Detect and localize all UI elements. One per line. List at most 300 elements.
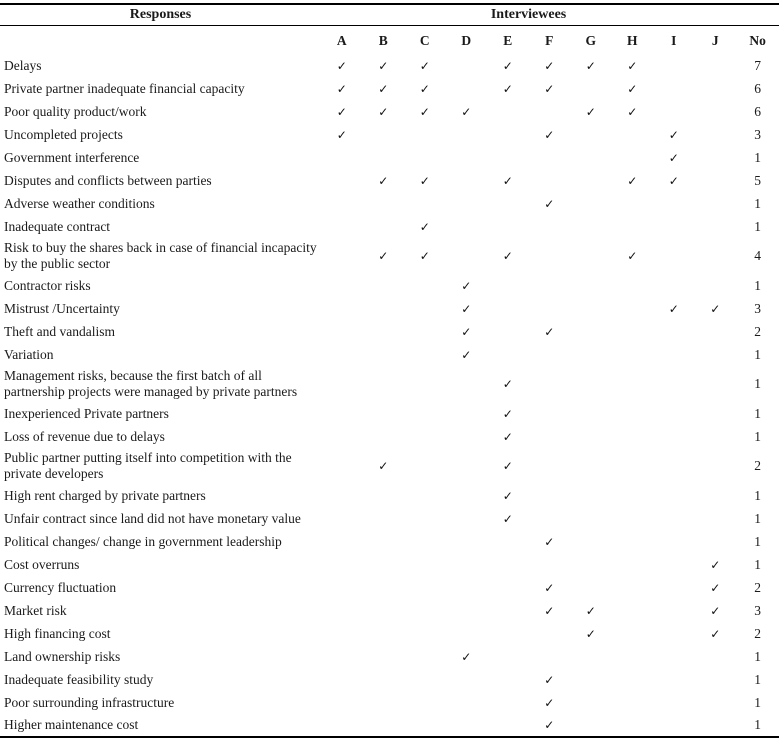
empty-cell-i — [653, 599, 695, 622]
empty-cell-j — [695, 54, 737, 77]
table-row — [0, 622, 779, 645]
count-cell: 1 — [754, 648, 761, 664]
checkmark-cell-g: ✓ — [585, 626, 596, 641]
empty-cell-f — [529, 507, 571, 530]
empty-cell-b — [363, 343, 405, 366]
response-cell: High financing cost — [4, 625, 111, 641]
empty-cell-c — [404, 668, 446, 691]
checkmark-cell-a: ✓ — [336, 58, 347, 73]
checkmark-cell-d: ✓ — [461, 649, 472, 664]
response-cell: Loss of revenue due to delays — [4, 428, 165, 444]
count-cell: 1 — [754, 149, 761, 165]
empty-cell-i — [653, 576, 695, 599]
empty-cell-c — [404, 123, 446, 146]
response-cell: Uncompleted projects — [4, 126, 123, 142]
empty-cell-b — [363, 714, 405, 737]
empty-cell-d — [446, 668, 488, 691]
response-cell: Mistrust /Uncertainty — [4, 300, 120, 316]
checkmark-cell-a: ✓ — [336, 127, 347, 142]
checkmark-cell-c: ✓ — [419, 58, 430, 73]
empty-cell-h — [612, 425, 654, 448]
checkmark-cell-e: ✓ — [502, 249, 513, 263]
empty-cell-e — [487, 192, 529, 215]
empty-cell-a — [321, 553, 363, 576]
empty-cell-g — [570, 192, 612, 215]
empty-cell-b — [363, 599, 405, 622]
checkmark-cell-e: ✓ — [502, 406, 513, 421]
response-column-spacer — [0, 26, 321, 55]
empty-cell-j — [695, 645, 737, 668]
empty-cell-i — [653, 366, 695, 402]
empty-cell-b — [363, 320, 405, 343]
checkmark-cell-e: ✓ — [502, 459, 513, 473]
empty-cell-g — [570, 146, 612, 169]
empty-cell-c — [404, 507, 446, 530]
checkmark-cell-f: ✓ — [544, 718, 555, 732]
response-cell: Government interference — [4, 149, 140, 165]
column-header-h: H — [626, 33, 638, 48]
checkmark-cell-c: ✓ — [419, 173, 430, 188]
empty-cell-g — [570, 169, 612, 192]
count-cell: 2 — [754, 458, 761, 473]
table-row — [0, 507, 779, 530]
table-row — [0, 238, 779, 274]
checkmark-cell-b: ✓ — [378, 249, 389, 263]
empty-cell-d — [446, 238, 488, 274]
empty-cell-h — [612, 297, 654, 320]
empty-cell-b — [363, 576, 405, 599]
empty-cell-a — [321, 691, 363, 714]
empty-cell-f — [529, 297, 571, 320]
empty-cell-j — [695, 320, 737, 343]
empty-cell-a — [321, 366, 363, 402]
empty-cell-h — [612, 484, 654, 507]
count-cell: 1 — [754, 376, 761, 391]
empty-cell-h — [612, 668, 654, 691]
empty-cell-h — [612, 576, 654, 599]
empty-cell-f — [529, 366, 571, 402]
empty-cell-a — [321, 448, 363, 484]
empty-cell-f — [529, 553, 571, 576]
empty-cell-d — [446, 691, 488, 714]
empty-cell-i — [653, 530, 695, 553]
empty-cell-d — [446, 576, 488, 599]
empty-cell-j — [695, 123, 737, 146]
interviewees-header-spacer — [736, 4, 779, 26]
empty-cell-f — [529, 622, 571, 645]
table-row — [0, 714, 779, 737]
table-row — [0, 402, 779, 425]
empty-cell-b — [363, 668, 405, 691]
checkmark-cell-f: ✓ — [544, 695, 555, 710]
empty-cell-h — [612, 274, 654, 297]
table-row — [0, 425, 779, 448]
empty-cell-i — [653, 274, 695, 297]
checkmark-cell-e: ✓ — [502, 81, 513, 96]
response-cell: Risk to buy the shares back in case of financial incapacity by the public sector — [4, 240, 317, 271]
empty-cell-h — [612, 530, 654, 553]
empty-cell-g — [570, 366, 612, 402]
empty-cell-d — [446, 192, 488, 215]
checkmark-cell-i: ✓ — [668, 150, 679, 165]
empty-cell-j — [695, 530, 737, 553]
empty-cell-a — [321, 215, 363, 238]
empty-cell-a — [321, 530, 363, 553]
empty-cell-g — [570, 320, 612, 343]
empty-cell-g — [570, 484, 612, 507]
table-row — [0, 100, 779, 123]
checkmark-cell-j: ✓ — [710, 626, 721, 641]
empty-cell-c — [404, 714, 446, 737]
empty-cell-d — [446, 366, 488, 402]
count-cell: 1 — [754, 671, 761, 687]
empty-cell-j — [695, 366, 737, 402]
empty-cell-h — [612, 123, 654, 146]
empty-cell-g — [570, 691, 612, 714]
empty-cell-d — [446, 425, 488, 448]
table-row — [0, 169, 779, 192]
empty-cell-c — [404, 366, 446, 402]
checkmark-cell-f: ✓ — [544, 603, 555, 618]
empty-cell-i — [653, 100, 695, 123]
empty-cell-i — [653, 425, 695, 448]
table-row — [0, 448, 779, 484]
count-cell: 1 — [754, 694, 761, 710]
empty-cell-g — [570, 215, 612, 238]
empty-cell-c — [404, 297, 446, 320]
checkmark-cell-h: ✓ — [627, 104, 638, 119]
empty-cell-i — [653, 54, 695, 77]
empty-cell-i — [653, 402, 695, 425]
checkmark-cell-g: ✓ — [585, 603, 596, 618]
count-cell: 1 — [754, 218, 761, 234]
checkmark-cell-a: ✓ — [336, 81, 347, 96]
table-row — [0, 576, 779, 599]
count-cell: 2 — [754, 323, 761, 339]
empty-cell-a — [321, 238, 363, 274]
checkmark-cell-j: ✓ — [710, 301, 721, 316]
empty-cell-h — [612, 714, 654, 737]
checkmark-cell-h: ✓ — [627, 173, 638, 188]
empty-cell-i — [653, 691, 695, 714]
empty-cell-a — [321, 714, 363, 737]
empty-cell-b — [363, 402, 405, 425]
empty-cell-g — [570, 77, 612, 100]
table-row — [0, 484, 779, 507]
checkmark-cell-f: ✓ — [544, 672, 555, 687]
table-row — [0, 192, 779, 215]
empty-cell-d — [446, 714, 488, 737]
table-row — [0, 691, 779, 714]
response-cell: Market risk — [4, 602, 67, 618]
checkmark-cell-c: ✓ — [419, 104, 430, 119]
table-row — [0, 297, 779, 320]
empty-cell-a — [321, 425, 363, 448]
checkmark-cell-d: ✓ — [461, 324, 472, 339]
empty-cell-i — [653, 484, 695, 507]
empty-cell-j — [695, 343, 737, 366]
checkmark-cell-f: ✓ — [544, 58, 555, 73]
empty-cell-g — [570, 343, 612, 366]
empty-cell-a — [321, 668, 363, 691]
empty-cell-e — [487, 320, 529, 343]
table-row — [0, 274, 779, 297]
empty-cell-f — [529, 343, 571, 366]
empty-cell-d — [446, 123, 488, 146]
empty-cell-d — [446, 599, 488, 622]
empty-cell-a — [321, 484, 363, 507]
empty-cell-b — [363, 691, 405, 714]
response-cell: Poor quality product/work — [4, 103, 147, 119]
table-row — [0, 366, 779, 402]
checkmark-cell-h: ✓ — [627, 81, 638, 96]
empty-cell-h — [612, 507, 654, 530]
column-header-row — [0, 26, 779, 55]
empty-cell-b — [363, 146, 405, 169]
checkmark-cell-j: ✓ — [710, 580, 721, 595]
empty-cell-c — [404, 691, 446, 714]
empty-cell-a — [321, 320, 363, 343]
empty-cell-g — [570, 553, 612, 576]
checkmark-cell-d: ✓ — [461, 347, 472, 362]
empty-cell-b — [363, 622, 405, 645]
empty-cell-c — [404, 192, 446, 215]
empty-cell-c — [404, 402, 446, 425]
table-row — [0, 343, 779, 366]
checkmark-cell-h: ✓ — [627, 249, 638, 263]
empty-cell-j — [695, 215, 737, 238]
checkmark-cell-b: ✓ — [378, 81, 389, 96]
empty-cell-a — [321, 297, 363, 320]
empty-cell-j — [695, 714, 737, 737]
empty-cell-h — [612, 691, 654, 714]
empty-cell-b — [363, 297, 405, 320]
empty-cell-a — [321, 576, 363, 599]
empty-cell-c — [404, 599, 446, 622]
column-header-f: F — [545, 33, 554, 48]
empty-cell-g — [570, 402, 612, 425]
response-cell: Currency fluctuation — [4, 579, 117, 595]
count-cell: 1 — [754, 195, 761, 211]
checkmark-cell-b: ✓ — [378, 173, 389, 188]
empty-cell-j — [695, 169, 737, 192]
count-cell: 1 — [754, 346, 761, 362]
empty-cell-e — [487, 123, 529, 146]
empty-cell-e — [487, 215, 529, 238]
count-cell: 4 — [754, 248, 761, 263]
empty-cell-a — [321, 146, 363, 169]
checkmark-cell-b: ✓ — [378, 104, 389, 119]
empty-cell-b — [363, 192, 405, 215]
empty-cell-e — [487, 599, 529, 622]
column-header-d: D — [461, 33, 472, 48]
response-cell: Inadequate contract — [4, 218, 111, 234]
empty-cell-j — [695, 274, 737, 297]
group-header-row — [0, 4, 779, 26]
response-cell: Inexperienced Private partners — [4, 405, 169, 421]
empty-cell-d — [446, 622, 488, 645]
empty-cell-j — [695, 402, 737, 425]
count-cell: 1 — [754, 510, 761, 526]
empty-cell-h — [612, 645, 654, 668]
interview-responses-table — [0, 3, 779, 738]
count-cell: 3 — [754, 602, 761, 618]
empty-cell-i — [653, 507, 695, 530]
empty-cell-i — [653, 215, 695, 238]
checkmark-cell-c: ✓ — [419, 249, 430, 263]
column-header-e: E — [503, 33, 513, 48]
empty-cell-c — [404, 274, 446, 297]
empty-cell-a — [321, 645, 363, 668]
checkmark-cell-i: ✓ — [668, 127, 679, 142]
table-row — [0, 77, 779, 100]
checkmark-cell-j: ✓ — [710, 603, 721, 618]
empty-cell-i — [653, 448, 695, 484]
column-header-i: I — [671, 33, 677, 48]
table-row — [0, 599, 779, 622]
response-cell: Delays — [4, 57, 42, 73]
responses-header: Responses — [0, 4, 321, 26]
table-row — [0, 54, 779, 77]
empty-cell-a — [321, 402, 363, 425]
response-cell: Poor surrounding infrastructure — [4, 694, 175, 710]
empty-cell-g — [570, 297, 612, 320]
empty-cell-f — [529, 645, 571, 668]
checkmark-cell-e: ✓ — [502, 488, 513, 503]
checkmark-cell-d: ✓ — [461, 104, 472, 119]
empty-cell-a — [321, 274, 363, 297]
empty-cell-i — [653, 622, 695, 645]
empty-cell-e — [487, 343, 529, 366]
checkmark-cell-f: ✓ — [544, 534, 555, 549]
empty-cell-i — [653, 192, 695, 215]
empty-cell-f — [529, 274, 571, 297]
response-cell: Unfair contract since land did not have monetary value — [4, 510, 301, 526]
empty-cell-g — [570, 425, 612, 448]
checkmark-cell-d: ✓ — [461, 301, 472, 316]
column-header-no: No — [749, 33, 766, 48]
empty-cell-i — [653, 320, 695, 343]
column-header-g: G — [585, 33, 596, 48]
empty-cell-b — [363, 530, 405, 553]
empty-cell-d — [446, 530, 488, 553]
empty-cell-e — [487, 714, 529, 737]
checkmark-cell-f: ✓ — [544, 196, 555, 211]
count-cell: 1 — [754, 556, 761, 572]
empty-cell-h — [612, 215, 654, 238]
empty-cell-e — [487, 691, 529, 714]
empty-cell-h — [612, 402, 654, 425]
empty-cell-j — [695, 100, 737, 123]
empty-cell-h — [612, 599, 654, 622]
empty-cell-d — [446, 484, 488, 507]
empty-cell-g — [570, 576, 612, 599]
empty-cell-g — [570, 123, 612, 146]
response-cell: Public partner putting itself into competition with the private developers — [4, 450, 292, 481]
empty-cell-i — [653, 77, 695, 100]
empty-cell-e — [487, 530, 529, 553]
checkmark-cell-b: ✓ — [378, 459, 389, 473]
empty-cell-c — [404, 448, 446, 484]
checkmark-cell-h: ✓ — [627, 58, 638, 73]
empty-cell-e — [487, 100, 529, 123]
empty-cell-d — [446, 402, 488, 425]
empty-cell-e — [487, 297, 529, 320]
empty-cell-g — [570, 530, 612, 553]
count-cell: 1 — [754, 405, 761, 421]
table-row — [0, 553, 779, 576]
empty-cell-i — [653, 553, 695, 576]
checkmark-cell-c: ✓ — [419, 81, 430, 96]
checkmark-cell-e: ✓ — [502, 377, 513, 391]
count-cell: 6 — [754, 103, 761, 119]
response-cell: High rent charged by private partners — [4, 487, 206, 503]
checkmark-cell-e: ✓ — [502, 173, 513, 188]
response-cell: Inadequate feasibility study — [4, 671, 154, 687]
empty-cell-d — [446, 169, 488, 192]
empty-cell-b — [363, 645, 405, 668]
empty-cell-h — [612, 366, 654, 402]
empty-cell-e — [487, 668, 529, 691]
empty-cell-b — [363, 425, 405, 448]
count-cell: 5 — [754, 172, 761, 188]
empty-cell-g — [570, 507, 612, 530]
table-row — [0, 320, 779, 343]
checkmark-cell-g: ✓ — [585, 104, 596, 119]
empty-cell-i — [653, 645, 695, 668]
empty-cell-b — [363, 366, 405, 402]
checkmark-cell-b: ✓ — [378, 58, 389, 73]
table-row — [0, 123, 779, 146]
empty-cell-g — [570, 448, 612, 484]
empty-cell-e — [487, 645, 529, 668]
column-header-c: C — [419, 33, 430, 48]
checkmark-cell-f: ✓ — [544, 580, 555, 595]
empty-cell-a — [321, 599, 363, 622]
response-cell: Contractor risks — [4, 277, 91, 293]
response-cell: Management risks, because the first batch of all partnership projects were managed by private partners — [4, 368, 298, 399]
checkmark-cell-f: ✓ — [544, 324, 555, 339]
empty-cell-f — [529, 238, 571, 274]
response-cell: Disputes and conflicts between parties — [4, 172, 212, 188]
empty-cell-b — [363, 484, 405, 507]
empty-cell-i — [653, 714, 695, 737]
checkmark-cell-j: ✓ — [710, 557, 721, 572]
empty-cell-j — [695, 484, 737, 507]
empty-cell-h — [612, 622, 654, 645]
checkmark-cell-c: ✓ — [419, 219, 430, 234]
response-cell: Political changes/ change in government leadership — [4, 533, 282, 549]
empty-cell-b — [363, 553, 405, 576]
checkmark-cell-e: ✓ — [502, 429, 513, 444]
empty-cell-e — [487, 274, 529, 297]
count-cell: 1 — [754, 487, 761, 503]
empty-cell-j — [695, 192, 737, 215]
column-header-a: A — [336, 33, 347, 48]
response-cell: Cost overruns — [4, 556, 80, 572]
empty-cell-j — [695, 668, 737, 691]
checkmark-cell-e: ✓ — [502, 511, 513, 526]
empty-cell-e — [487, 576, 529, 599]
empty-cell-a — [321, 507, 363, 530]
empty-cell-j — [695, 691, 737, 714]
table-row — [0, 215, 779, 238]
empty-cell-h — [612, 320, 654, 343]
checkmark-cell-a: ✓ — [336, 104, 347, 119]
empty-cell-f — [529, 484, 571, 507]
empty-cell-a — [321, 343, 363, 366]
empty-cell-j — [695, 425, 737, 448]
